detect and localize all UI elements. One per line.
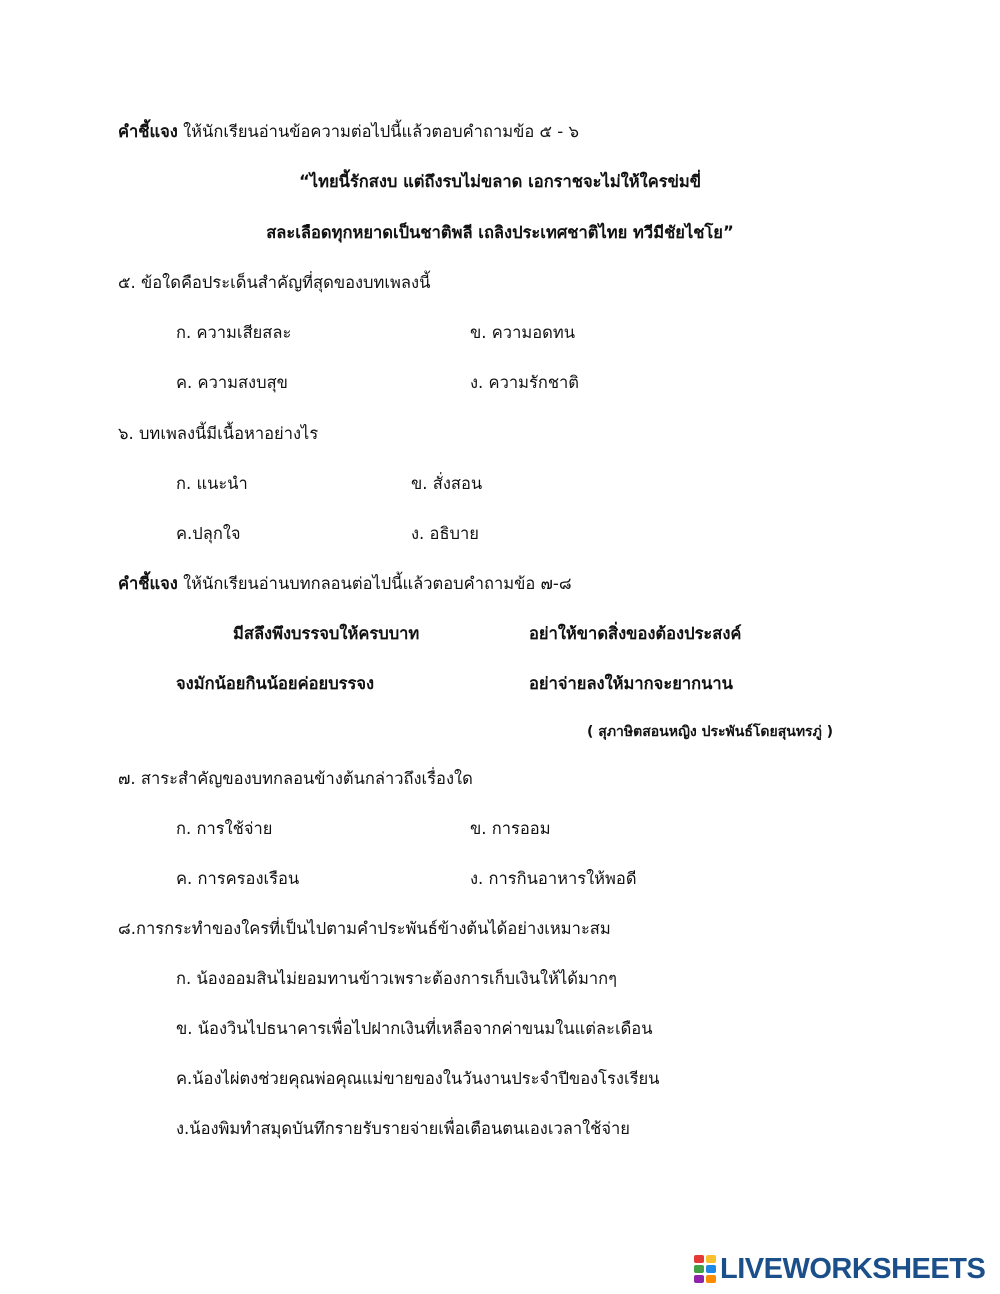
question-6: ๖. บทเพลงนี้มีเนื้อหาอย่างไร (118, 424, 319, 443)
poem-line-2b: อย่าจ่ายลงให้มากจะยากนาน (529, 674, 733, 693)
logo-square (694, 1275, 704, 1283)
q5-option-d[interactable]: ง. ความรักชาติ (470, 373, 580, 392)
logo-square (694, 1265, 704, 1273)
q6-option-c[interactable]: ค.ปลุกใจ (176, 524, 241, 543)
q6-option-d[interactable]: ง. อธิบาย (411, 524, 479, 543)
q6-option-a[interactable]: ก. แนะนำ (176, 474, 248, 493)
q8-option-b[interactable]: ข. น้องวินไปธนาคารเพื่อไปฝากเงินที่เหลือจากค่าขนมในแต่ละเดือน (176, 1019, 653, 1038)
instruction-text: ให้นักเรียนอ่านข้อความต่อไปนี้แล้วตอบคำถามข้อ ๕ - ๖ (177, 122, 579, 141)
liveworksheets-logo[interactable] (694, 1252, 985, 1286)
poem-source: ( สุภาษิตสอนหญิง ประพันธ์โดยสุนทรภู่ ) (587, 724, 834, 740)
song-line-2: สละเลือดทุกหยาดเป็นชาติพลี เถลิงประเทศชาติไทย ทวีมีชัยไชโย” (266, 223, 734, 242)
instruction-2 (118, 573, 572, 595)
q8-option-a[interactable]: ก. น้องออมสินไม่ยอมทานข้าวเพราะต้องการเก็บเงินให้ได้มากๆ (176, 969, 617, 988)
poem-line-2a: จงมักน้อยกินน้อยค่อยบรรจง (176, 674, 375, 693)
logo-square (706, 1255, 716, 1263)
q8-option-d[interactable]: ง.น้องพิมทำสมุดบันทึกรายรับรายจ่ายเพื่อเตือนตนเองเวลาใช้จ่าย (176, 1119, 630, 1138)
q6-option-b[interactable]: ข. สั่งสอน (411, 474, 483, 493)
q5-option-c[interactable]: ค. ความสงบสุข (176, 373, 288, 392)
q8-option-c[interactable]: ค.น้องไผ่ตงช่วยคุณพ่อคุณแม่ขายของในวันงานประจำปีของโรงเรียน (176, 1069, 660, 1088)
q7-option-b[interactable]: ข. การออม (470, 819, 551, 838)
logo-text: LIVEWORKSHEETS (720, 1252, 986, 1285)
q5-option-b[interactable]: ข. ความอดทน (470, 323, 575, 342)
logo-square (706, 1275, 716, 1283)
logo-square (706, 1265, 716, 1273)
song-line-1: “ไทยนี้รักสงบ แต่ถึงรบไม่ขลาด เอกราชจะไม่ให้ใครข่มขี่ (298, 172, 702, 191)
poem-line-1b: อย่าให้ขาดสิ่งของต้องประสงค์ (529, 624, 742, 643)
logo-square (694, 1255, 704, 1263)
poem-line-1a: มีสลึงพึงบรรจบให้ครบบาท (233, 624, 420, 643)
question-8: ๘.การกระทำของใครที่เป็นไปตามคำประพันธ์ข้างต้นได้อย่างเหมาะสม (118, 919, 611, 938)
instruction-1 (118, 121, 579, 143)
q7-option-a[interactable]: ก. การใช้จ่าย (176, 819, 273, 838)
q7-option-d[interactable]: ง. การกินอาหารให้พอดี (470, 869, 637, 888)
liveworksheets-logo-icon (694, 1255, 716, 1283)
q7-option-c[interactable]: ค. การครองเรือน (176, 869, 300, 888)
q5-option-a[interactable]: ก. ความเสียสละ (176, 323, 292, 342)
instruction-label: คำชี้แจง (118, 574, 178, 593)
question-7: ๗. สาระสำคัญของบทกลอนข้างต้นกล่าวถึงเรื่องใด (118, 769, 473, 788)
instruction-text: ให้นักเรียนอ่านบทกลอนต่อไปนี้แล้วตอบคำถามข้อ ๗-๘ (177, 574, 572, 593)
instruction-label: คำชี้แจง (118, 122, 178, 141)
question-5: ๕. ข้อใดคือประเด็นสำคัญที่สุดของบทเพลงนี้ (118, 273, 431, 292)
